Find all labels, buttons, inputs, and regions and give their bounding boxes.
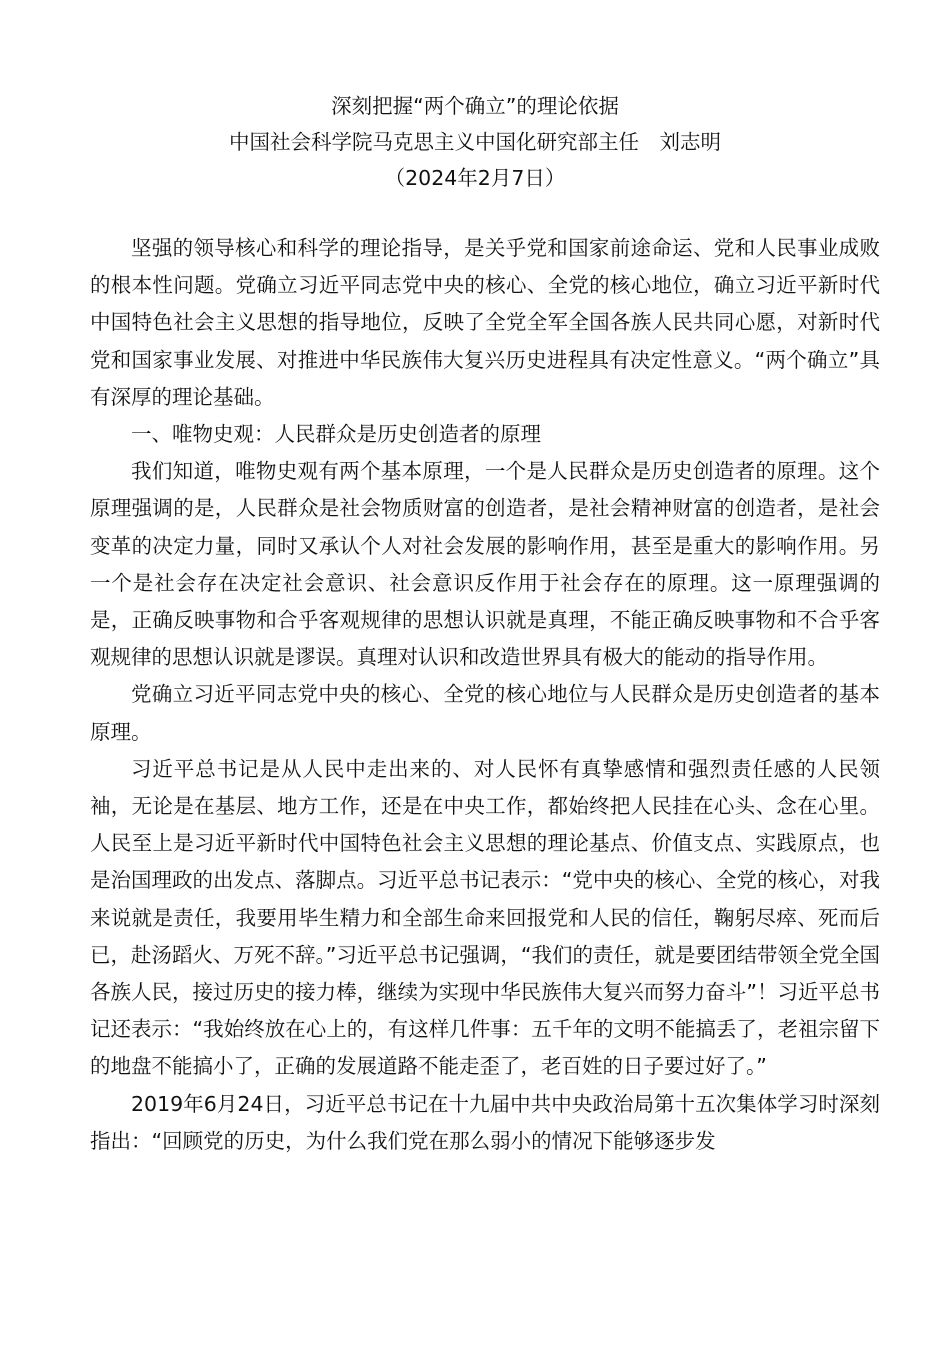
body-paragraph: 我们知道，唯物史观有两个基本原理，一个是人民群众是历史创造者的原理。这个原理强调的是，人民群众是社会物质财富的创造者，是社会精神财富的创造者，是社会变革的决定力量，同时又承认个人对社会发展的影响作用，甚至是重大的影响作用。另一个是社会存在决定社会意识、社会意识反作用于社会存在的原理。这一原理强调的是，正确反映事物和合乎客观规律的思想认识就是真理，不能正确反映事物和不合乎客观规律的思想认识就是谬误。真理对认识和改造世界具有极大的能动的指导作用。 (90, 459, 880, 670)
body-paragraph: 2019年6月24日，习近平总书记在十九届中共中央政治局第十五次集体学习时深刻指出：“回顾党的历史，为什么我们党在那么弱小的情况下能够逐步发 (90, 1091, 880, 1153)
body-paragraph: 党确立习近平同志党中央的核心、全党的核心地位与人民群众是历史创造者的基本原理。 (90, 682, 880, 744)
section-heading: 一、唯物史观：人民群众是历史创造者的原理 (131, 422, 541, 447)
body-paragraph: 习近平总书记是从人民中走出来的、对人民怀有真挚感情和强烈责任感的人民领袖，无论是在基层、地方工作，还是在中央工作，都始终把人民挂在心头、念在心里。人民至上是习近平新时代中国特色社会主义思想的理论基点、价值支点、实践原点，也是治国理政的出发点、落脚点。习近平总书记表示：“党中央的核心、全党的核心，对我来说就是责任，我要用毕生精力和全部生命来回报党和人民的信任，鞠躬尽瘁、死而后已，赴汤蹈火、万死不辞。”习近平总书记强调，“我们的责任，就是要团结带领全党全国各族人民，接过历史的接力棒，继续为实现中华民族伟大复兴而努力奋斗”！习近平总书记还表示：“我始终放在心上的，有这样几件事：五千年的文明不能搞丢了，老祖宗留下的地盘不能搞小了，正确的发展道路不能走歪了，老百姓的日子要过好了。” (90, 756, 880, 1079)
document-body (90, 230, 880, 1160)
body-paragraph: 坚强的领导核心和科学的理论指导，是关乎党和国家前途命运、党和人民事业成败的根本性问题。党确立习近平同志党中央的核心、全党的核心地位，确立习近平新时代中国特色社会主义思想的指导地位，反映了全党全军全国各族人民共同心愿，对新时代党和国家事业发展、对推进中华民族伟大复兴历史进程具有决定性意义。“两个确立”具有深厚的理论基础。 (90, 236, 880, 409)
document-date: （2024年2月7日） (384, 166, 566, 190)
author-line: 中国社会科学院马克思主义中国化研究部主任 刘志明 (229, 130, 721, 154)
document-title: 深刻把握“两个确立”的理论依据 (331, 94, 619, 118)
document-header (0, 88, 950, 196)
